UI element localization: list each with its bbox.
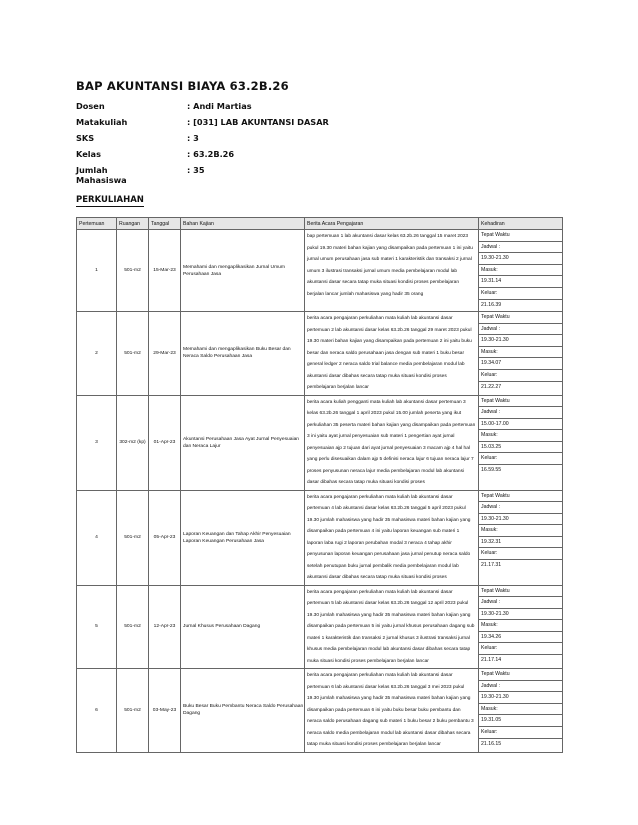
tepat-waktu-label: Tepat Waktu [479, 586, 562, 598]
masuk-label: Masuk: [479, 620, 562, 632]
keluar-label: Keluar: [479, 288, 562, 300]
header-tanggal: Tanggal [149, 218, 181, 230]
info-label: Dosen [76, 101, 105, 111]
header-berita-acara: Berita Acara Pengajaran [305, 218, 479, 230]
cell-bahan-kajian: Laporan Keuangan dan Tahap Akhir Penyesuaian Laporan Keuangan Perusahaan Jasa [181, 490, 305, 585]
masuk-label: Masuk: [479, 525, 562, 537]
cell-ruangan: 501-m2 [117, 312, 149, 396]
jadwal-value: 19.30-21.30 [479, 335, 562, 347]
cell-ruangan: 302-m2 (kp) [117, 395, 149, 490]
masuk-value: 19.34.26 [479, 632, 562, 644]
masuk-value: 19.34.07 [479, 358, 562, 370]
keluar-label: Keluar: [479, 370, 562, 382]
table-header-row [77, 218, 563, 230]
info-label: Jumlah Mahasiswa [76, 165, 127, 185]
cell-bahan-kajian: Memahami dan mengaplikasikan Buku Besar dan Neraca Saldo Perusahaan Jasa [181, 312, 305, 396]
cell-tanggal: 15-Mar-23 [149, 230, 181, 312]
info-label: SKS [76, 133, 95, 143]
cell-pertemuan: 6 [77, 669, 117, 753]
cell-tanggal: 05-Apr-23 [149, 490, 181, 585]
table-row [77, 669, 563, 753]
cell-ruangan: 501-m2 [117, 585, 149, 669]
info-value: : 63.2B.26 [187, 149, 235, 159]
cell-ruangan: 501-m2 [117, 669, 149, 753]
keluar-value: 16.59.55 [481, 467, 502, 474]
jadwal-value: 19.30-21.30 [479, 692, 562, 704]
jadwal-label: Jadwal : [479, 597, 562, 609]
table-row [77, 312, 563, 396]
cell-tanggal: 29-Mar-23 [149, 312, 181, 396]
table-row [77, 230, 563, 312]
masuk-label: Masuk: [479, 704, 562, 716]
info-value: : 3 [187, 133, 199, 143]
keluar-value: 21.16.15 [481, 740, 502, 747]
cell-berita-acara: berita acara pengajaran perkuliahan mata kuliah lab akuntansi dasar pertemuan 6 lab akuntansi dasar kelas 63.2b.26 tanggal 3 mei 2023 pukul 19.30 jumlah mahasiswa yang hadir 35 mahasiswa materi bahan kajian yang disampaikan pada pertemuan 6 ini yaitu buku besar buku pembantu dan neraca saldo perusahaan dagang sub materi 1 buku besar 2 buku pembantu 3 neraca saldo media pembelajaran modul lab akuntansi dasar dibahas secara tatap muka situasi kondisi proses pembelajaran berjalan lancar [305, 669, 479, 753]
document-title: BAP AKUNTANSI BIAYA 63.2B.26 [76, 79, 289, 93]
cell-pertemuan: 4 [77, 490, 117, 585]
cell-bahan-kajian: Jurnal Khusus Perusahaan Dagang [181, 585, 305, 669]
cell-kehadiran [479, 490, 563, 585]
jadwal-label: Jadwal : [479, 407, 562, 419]
table-row [77, 490, 563, 585]
cell-bahan-kajian: Buku Besar Buku Pembantu Neraca Saldo Perusahaan Dagang [181, 669, 305, 753]
jadwal-label: Jadwal : [479, 242, 562, 254]
cell-kehadiran [479, 230, 563, 312]
masuk-value: 19.31.14 [479, 276, 562, 288]
cell-bahan-kajian: Memahami dan mengaplikasikan Jurnal Umum Perusahaan Jasa [181, 230, 305, 312]
header-kehadiran: Kehadiran [479, 218, 563, 230]
info-label: Kelas [76, 149, 101, 159]
section-title: PERKULIAHAN [76, 195, 144, 205]
table-row [77, 585, 563, 669]
masuk-label: Masuk: [479, 430, 562, 442]
keluar-value: 21.22.27 [481, 383, 502, 390]
cell-ruangan: 501-m2 [117, 230, 149, 312]
tepat-waktu-label: Tepat Waktu [479, 230, 562, 242]
cell-bahan-kajian: Akuntansi Perusahaan Jasa Ayat Jurnal Penyesuaian dan Neraca Lajur [181, 395, 305, 490]
keluar-value: 21.17.14 [481, 657, 502, 664]
masuk-value: 15.03.25 [479, 442, 562, 454]
keluar-label: Keluar: [479, 643, 562, 655]
masuk-label: Masuk: [479, 347, 562, 359]
cell-tanggal: 12-Apr-23 [149, 585, 181, 669]
cell-tanggal: 01-Apr-23 [149, 395, 181, 490]
masuk-value: 19.32.31 [479, 537, 562, 549]
cell-pertemuan: 1 [77, 230, 117, 312]
jadwal-value: 19.30-21.30 [479, 609, 562, 621]
info-value: : 35 [187, 165, 205, 175]
jadwal-value: 19.30-21.30 [479, 253, 562, 265]
cell-pertemuan: 2 [77, 312, 117, 396]
header-bahan-kajian: Bahan Kajian [181, 218, 305, 230]
cell-berita-acara: berita acara pengajaran perkuliahan mata kuliah lab akuntansi dasar pertemuan 5 lab akuntansi dasar kelas 63.2b.26 tanggal 12 april 2023 pukul 19.30 jumlah mahasiswa yang hadir 35 mahasiswa materi bahan kajian yang disampaikan pada pertemuan 5 ini yaitu jurnal khusus perusahaan dagang sub materi 1 karakteristik dan transaksi 2 jurnal khusus 3 ilustrasi transaksi jurnal khusus media pembelajaran modul lab akuntansi dasar dibahas secara tatap muka situasi kondisi proses pembelajaran berjalan lancar [305, 585, 479, 669]
cell-berita-acara: berita acara kuliah pengganti mata kuliah lab akuntansi dasar pertemuan 3 kelas 63.2b.26 tanggal 1 april 2023 pukul 15.00 jumlah peserta yang ikut perkuliahan 35 peserta materi bahan kajian yang disampaikan pada pertemuan 3 ini yaitu ayat jurnal penyesuaian sub materi 1 pengertian ayat jurnal penyesuaian ajp 2 tujuan dari ayat jurnal penyesuaian 3 macam ajp 4 hal hal yang perlu disesuaikan dalam ajp 5 definisi neraca lajur 6 tujuan neraca lajur 7 proses penyusunan neraca lajur media pembelajaran modul lab akuntansi dasar dibahas secara tatap muka situasi kondisi proses [305, 395, 479, 490]
keluar-label: Keluar: [479, 453, 562, 465]
jadwal-value: 19.30-21.30 [479, 514, 562, 526]
tepat-waktu-label: Tepat Waktu [479, 396, 562, 408]
cell-ruangan: 501-m2 [117, 490, 149, 585]
cell-berita-acara: bap pertemuan 1 lab akuntansi dasar kelas 63.2b.26 tanggal 15 maret 2023 pukul 19.30 materi bahan kajian yang disampaikan pada pertemuan 1 ini yaitu jurnal umum perusahaan jasa sub materi 1 karakteristik dan transaksi 2 jurnal umum 3 ilustrasi transaksi jurnal umum media pembelajaran modul lab akuntansi dasar secara tatap muka situasi kondisi proses pembelajaran berjalan lancar jumlah mahasiswa yang hadir 35 orang [305, 230, 479, 312]
cell-berita-acara: berita acara pengajaran perkuliahan mata kuliah lab akuntansi dasar pertemuan 2 lab akuntansi dasar kelas 63.2b.26 tanggal 29 maret 2023 pukul 19.30 materi bahan kajian yang disampaikan pada pertemuan 2 ini yaitu buku besar dan neraca saldo perusahaan jasa dengan sub materi 1 buku besar general ledger 2 neraca saldo trial balance media pembelajaran modul lab akuntansi dasar dibahas secara tatap muka situasi kondisi proses pembelajaran berjalan lancar [305, 312, 479, 396]
jadwal-label: Jadwal : [479, 502, 562, 514]
keluar-label: Keluar: [479, 548, 562, 560]
info-value: : Andi Martias [187, 101, 252, 111]
perkuliahan-table [76, 217, 563, 753]
cell-pertemuan: 5 [77, 585, 117, 669]
tepat-waktu-label: Tepat Waktu [479, 312, 562, 324]
cell-kehadiran [479, 395, 563, 490]
cell-kehadiran [479, 585, 563, 669]
cell-berita-acara: berita acara pengajaran perkuliahan mata kuliah lab akuntansi dasar pertemuan 4 lab akuntansi dasar kelas 63.2b.26 tanggal 5 april 2023 pukul 19.30 jumlah mahasiswa yang hadir 35 mahasiswa materi bahan kajian yang disampaikan pada pertemuan 4 ini yaitu laporan keuangan sub materi 1 laporan laba rugi 2 laporan perubahan modal 3 neraca 4 tahap akhir penyusunan laporan keuangan perusahaan jasa jurnal penutup neraca saldo setelah penutupan buku jurnal pembalik media pembelajaran modul lab akuntansi dasar dibahas secara tatap muka situasi kondisi proses [305, 490, 479, 585]
header-ruangan: Ruangan [117, 218, 149, 230]
cell-kehadiran [479, 669, 563, 753]
info-label: Matakuliah [76, 117, 128, 127]
tepat-waktu-label: Tepat Waktu [479, 491, 562, 503]
cell-pertemuan: 3 [77, 395, 117, 490]
table-row [77, 395, 563, 490]
info-value: : [031] LAB AKUNTANSI DASAR [187, 117, 329, 127]
keluar-value: 21.16.39 [481, 301, 502, 308]
jadwal-value: 15.00-17.00 [479, 419, 562, 431]
header-pertemuan: Pertemuan [77, 218, 117, 230]
jadwal-label: Jadwal : [479, 324, 562, 336]
jadwal-label: Jadwal : [479, 681, 562, 693]
keluar-value: 21.17.31 [481, 562, 502, 569]
cell-tanggal: 03-May-23 [149, 669, 181, 753]
keluar-label: Keluar: [479, 727, 562, 739]
cell-kehadiran [479, 312, 563, 396]
masuk-value: 19.31.05 [479, 715, 562, 727]
tepat-waktu-label: Tepat Waktu [479, 669, 562, 681]
masuk-label: Masuk: [479, 265, 562, 277]
